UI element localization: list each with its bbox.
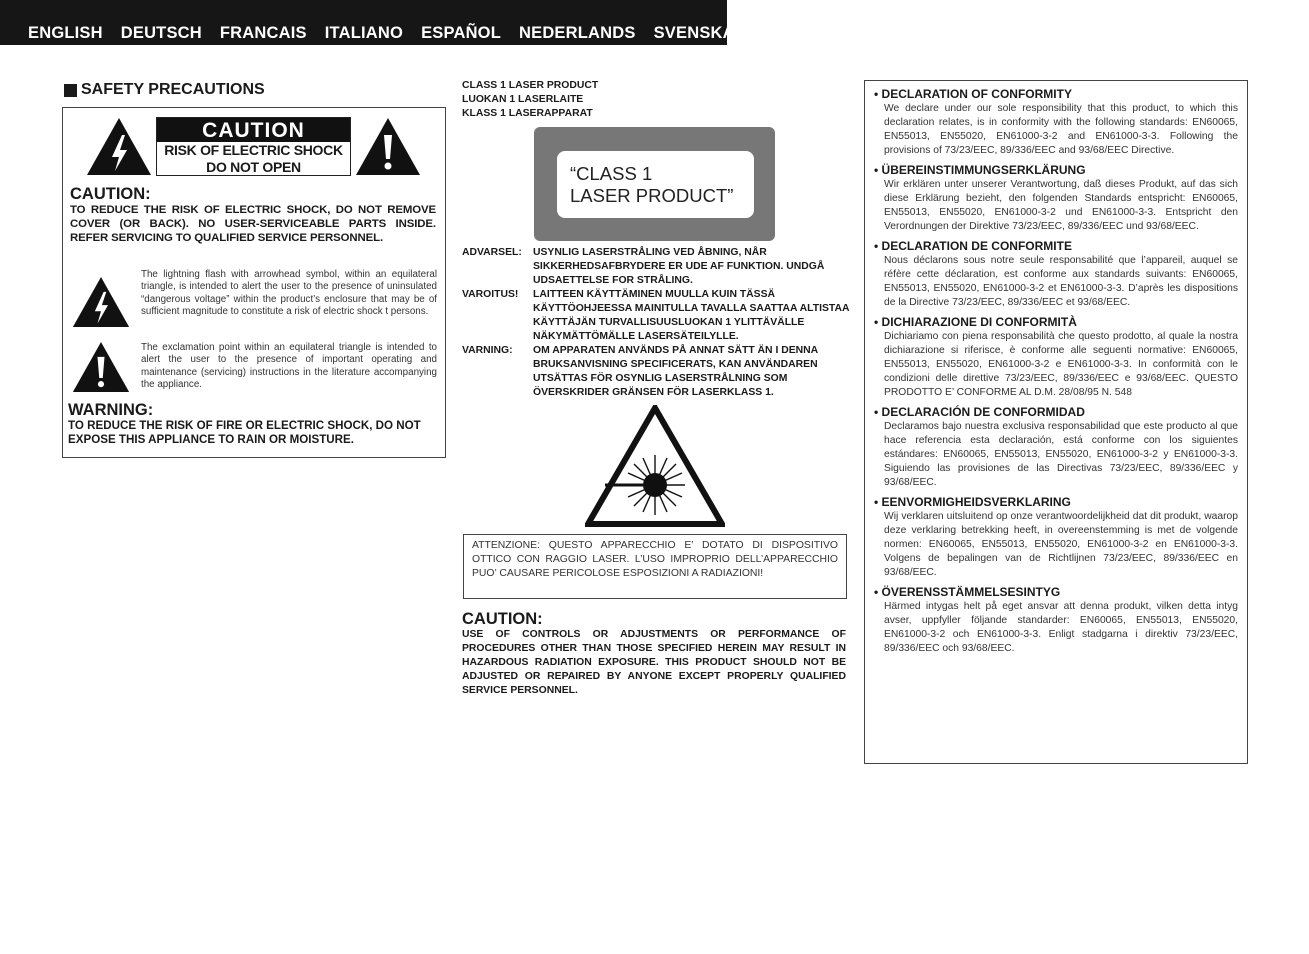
laser-caution-body: USE OF CONTROLS OR ADJUSTMENTS OR PERFORMANCE OF PROCEDURES OTHER THAN THOSE SPECIFIED HEREIN MAY RESULT IN HAZARDOUS RADIATION EXPOSURE. THIS PRODUCT SHOULD NOT BE ADJUSTED OR REPAIRED BY ANYONE EXCEPT PROPERLY QUALIFIED SERVICE PERSONNEL. xyxy=(462,629,846,696)
laser-line-english: CLASS 1 LASER PRODUCT xyxy=(462,80,599,91)
language-bar xyxy=(0,0,735,45)
declarations-box xyxy=(864,80,1248,764)
warning-body: TO REDUCE THE RISK OF FIRE OR ELECTRIC SHOCK, DO NOT EXPOSE THIS APPLIANCE TO RAIN OR MOISTURE. xyxy=(68,419,421,446)
lang-nederlands[interactable]: NEDERLANDS xyxy=(519,24,636,42)
warning-value: LAITTEEN KÄYTTÄMINEN MUULLA KUIN TÄSSÄ KÄYTTÖOHJEESSA MAINITULLA TAVALLA SAATTAA ALTISTAA KÄYTTÄJÄN TURVALLISUUSLUOKAN 1 YLITTÄVÄLLE NÄKYMÄTTÖMÄLLE LASERSÄTEILYLLE. xyxy=(533,289,850,342)
declaration-text: Härmed intygas helt på eget ansvar att denna produkt, vilken detta intyg avser, uppfyller följande standarder: EN60065, EN55013, EN55020, EN61000-3-2 och EN61000-3-3. Enligt stadgarna i direktiv 73/23/EEC, 89/336/EEC och 93/68/EEC. xyxy=(884,601,1238,654)
declaration-section xyxy=(874,315,1238,400)
caution-label xyxy=(156,117,351,176)
laser-line-swedish: KLASS 1 LASERAPPARAT xyxy=(462,108,593,119)
warning-title: WARNING: xyxy=(68,401,154,419)
declaration-title: • DICHIARAZIONE DI CONFORMITÀ xyxy=(874,315,1077,329)
declaration-section xyxy=(874,585,1238,656)
declaration-section xyxy=(874,495,1238,580)
laser-label-line1: “CLASS 1 xyxy=(570,163,653,184)
lang-francais[interactable]: FRANCAIS xyxy=(219,24,307,42)
declaration-text: Declaramos bajo nuestra exclusiva responsabilidad que este producto al que hace referencia esta declaración, está conforme con los siguientes estándares: EN60065, EN55013, EN55020, EN61000-3-2 y EN61000-3-3. Siguiendo las provisiones de las Directivas 73/23/EEC, 89/336/EEC y 93/68/EEC. xyxy=(884,421,1238,488)
declaration-section xyxy=(874,405,1238,490)
lang-english[interactable]: ENGLISH xyxy=(28,24,103,42)
declaration-title: • DECLARACIÓN DE CONFORMIDAD xyxy=(874,405,1085,419)
declaration-section xyxy=(874,239,1238,310)
caution-label-title: CAUTION xyxy=(157,118,350,142)
laser-warning-row xyxy=(462,288,853,344)
lightning-symbol-text: The lightning flash with arrowhead symbol, within an equilateral triangle, is intended to alert the user to the presence of uninsulated “dangerous voltage” within the product’s enclosure that may be of sufficient magnitude to constitute a risk of electric shock t persons. xyxy=(141,269,437,318)
exclamation-warning-icon xyxy=(355,117,421,176)
caution-label-risk: RISK OF ELECTRIC SHOCK xyxy=(164,142,343,158)
warning-key: ADVARSEL: xyxy=(462,247,522,258)
declaration-title: • DECLARATION DE CONFORMITE xyxy=(874,239,1072,253)
laser-class-lines xyxy=(462,79,598,121)
declaration-title: • DECLARATION OF CONFORMITY xyxy=(874,87,1072,101)
declaration-section xyxy=(874,163,1238,234)
caution-body: TO REDUCE THE RISK OF ELECTRIC SHOCK, DO NOT REMOVE COVER (OR BACK). NO USER-SERVICEABLE PARTS INSIDE. REFER SERVICING TO QUALIFIED SERVICE PERSONNEL. xyxy=(70,204,436,244)
declaration-text: Wij verklaren uitsluitend op onze verantwoordelijkheid dat dit produkt, waarop deze verklaring betrekking heeft, in overeenstemming is met de volgende normen: EN60065, EN55013, EN55020, EN61000-3-2 en EN61000-3-3. Volgens de bepalingen van de Richtlijnen 73/23/EEC, 89/336/EEC en 93/68/EEC. xyxy=(884,511,1238,578)
declaration-title: • ÜBEREINSTIMMUNGSERKLÄRUNG xyxy=(874,163,1086,177)
safety-heading xyxy=(64,81,265,99)
declaration-title: • EENVORMIGHEIDSVERKLARING xyxy=(874,495,1071,509)
exclamation-symbol-icon xyxy=(72,341,130,393)
declaration-text: We declare under our sole responsibility that this product, to which this declaration relates, is in conformity with the following standards: EN60065, EN55013, EN55020, EN61000-3-2 and EN61000-3-3. Following the provisions of 73/23/EEC, 89/336/EEC and 93/68/EEC Directive. xyxy=(884,103,1238,156)
declaration-text: Dichiariamo con piena responsabilità che questo prodotto, al quale la nostra dichiarazione si riferisce, è conforme alle seguenti normative: EN60065, EN55013, EN55020, EN61000-3-2 e EN61000-3-3. In conformità con le condizioni delle direttive 73/23/EEC, 89/336/EEC e 93/68/EEC. QUESTO PRODOTTO E’ CONFORME AL D.M. 28/08/95 N. 548 xyxy=(884,331,1238,398)
caution-label-do-not-open: DO NOT OPEN xyxy=(206,159,301,175)
declaration-text: Nous déclarons sous notre seule responsabilité que l’appareil, auquel se réfère cette déclaration, est conforme aux standards suivants: EN60065, EN55013, EN55020, EN61000-3-2 et EN61000-3-3. D’après les dispositions de la Directive 73/23/EEC, 89/336/EEC et 93/68/EEC. xyxy=(884,255,1238,308)
declaration-text: Wir erklären unter unserer Verantwortung, daß dieses Produkt, auf das sich diese Erklärung bezieht, den folgenden Standards entspricht: EN60065, EN55013, EN55020, EN61000-3-2 und EN61000-3-3. Entspricht den Verordnungen der Direktive 73/23/EEC, 89/336/EEC und 93/68/EEC. xyxy=(884,179,1238,232)
declaration-section xyxy=(874,87,1238,158)
laser-label-line2: LASER PRODUCT” xyxy=(570,185,734,206)
laser-warning-row xyxy=(462,344,853,400)
warning-key: VARNING: xyxy=(462,345,513,356)
warning-value: OM APPARATEN ANVÄNDS PÅ ANNAT SÄTT ÄN I DENNA BRUKSANVISNING SPECIFICERATS, KAN ANVÄNDAREN UTSÄTTAS FÖR OSYNLIG LASERSTRÅLNING SOM ÖVERSKRIDER GRÄNSEN FÖR LASERKLASS 1. xyxy=(533,345,818,398)
laser-line-finnish: LUOKAN 1 LASERLAITE xyxy=(462,94,584,105)
lang-deutsch[interactable]: DEUTSCH xyxy=(120,24,202,42)
attenzione-notice: ATTENZIONE: QUESTO APPARECCHIO E’ DOTATO DI DISPOSITIVO OTTICO CON RAGGIO LASER. L’USO IMPROPRIO DELL’APPARECCHIO PUO’ CAUSARE PERICOLOSE ESPOSIZIONI A RADIAZIONI! xyxy=(463,534,847,599)
laser-hazard-icon xyxy=(585,405,725,527)
declaration-title: • ÖVERENSSTÄMMELSESINTYG xyxy=(874,585,1061,599)
square-bullet-icon xyxy=(64,84,77,97)
caution-title: CAUTION: xyxy=(70,185,151,203)
laser-caution-title: CAUTION: xyxy=(462,610,543,628)
lightning-symbol-icon xyxy=(72,276,130,328)
laser-warning-row xyxy=(462,246,853,288)
lang-svenska[interactable]: SVENSKA xyxy=(653,24,735,42)
laser-warnings xyxy=(462,246,853,400)
exclamation-symbol-text: The exclamation point within an equilateral triangle is intended to alert the user to the presence of important operating and maintenance (servicing) instructions in the literature accompanying the appliance. xyxy=(141,342,437,391)
warning-value: USYNLIG LASERSTRÅLING VED ÅBNING, NÅR SIKKERHEDSAFBRYDERE ER UDE AF FUNKTION. UNDGÅ UDSAETTELSE FOR STRÅLING. xyxy=(533,247,825,286)
safety-heading-text: SAFETY PRECAUTIONS xyxy=(81,81,265,98)
lightning-warning-icon xyxy=(86,117,152,176)
lang-italiano[interactable]: ITALIANO xyxy=(324,24,404,42)
warning-key: VAROITUS! xyxy=(462,289,519,300)
lang-espanol[interactable]: ESPAÑOL xyxy=(421,24,501,42)
